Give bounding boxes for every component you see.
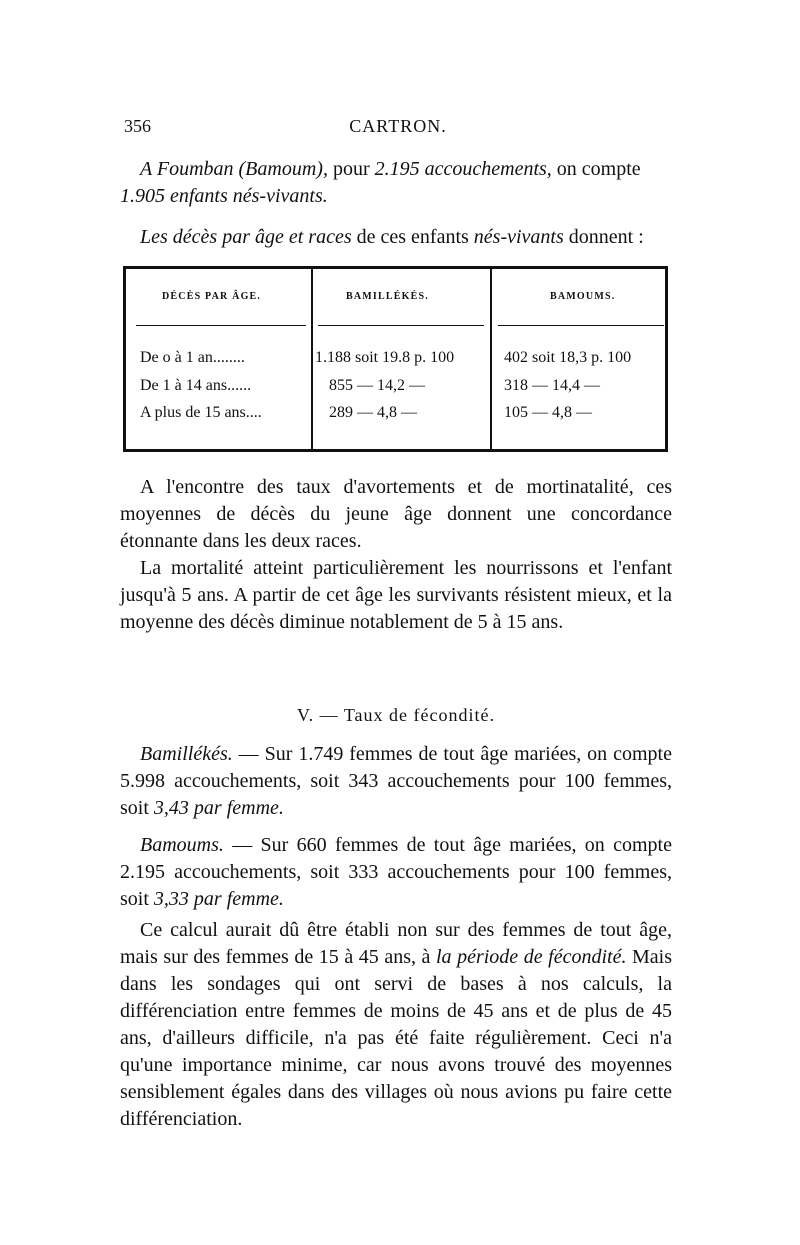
intro-text-4: donnent :: [563, 226, 644, 248]
paragraph-bamilleke: [120, 741, 672, 822]
page-header: [124, 116, 672, 146]
table-rule: [136, 325, 306, 326]
final-text-2: Mais dans les sondages qui ont servi de bases à nos calculs, la différenciation entre femmes de moins de 45 ans et de plus de 45 ans, d'ailleurs difficile, n'a pas été faite régulièrement. Ceci n'a qu'une importance minime, car nous avons trouvé des moyennes sensiblement égales dans des villages où nous avions pu faire cette différenciation.: [120, 946, 673, 1130]
final-period: la période de fécondité.: [435, 946, 627, 968]
section-title: V. — Taux de fécondité.: [296, 705, 496, 725]
bamoum-label: Bamoums.: [140, 834, 224, 856]
page-number: 356: [124, 116, 151, 136]
intro-line-1: [120, 156, 672, 183]
table-header-bamoum: BAMOUMS.: [550, 291, 616, 302]
paragraph-concordance: A l'encontre des taux d'avortements et de mortinatalité, ces moyennes de décès du jeune âge donnent une concordance étonnante dans les deux races.: [120, 476, 672, 552]
table-divider: [490, 269, 492, 449]
table-rule: [318, 325, 484, 326]
table-cell: 318 — 14,4 —: [504, 377, 600, 394]
table-row-label: De 1 à 14 ans......: [140, 377, 252, 394]
table-cell: 105 — 4,8 —: [504, 404, 592, 421]
intro-text-2: on compte: [551, 158, 641, 180]
table-row-label: A plus de 15 ans....: [140, 404, 262, 421]
table-cell: 1.188 soit 19.8 p. 100: [315, 349, 455, 366]
paragraph-bamoum: [120, 832, 672, 913]
bamilleke-label: Bamillékés.: [140, 743, 233, 765]
table-cell: 402 soit 18,3 p. 100: [504, 349, 632, 366]
table-cell: 289 — 4,8 —: [329, 404, 417, 421]
intro-paragraph: [120, 156, 672, 251]
intro-line-2: 1.905 enfants nés-vivants.: [120, 185, 328, 207]
bamoum-text: — Sur 660 femmes de tout âge mariées, on compte 2.195 accouchements, soit 333 accouchements pour 100 femmes, soit: [120, 834, 672, 910]
running-head: CARTRON.: [349, 116, 447, 136]
table-divider: [311, 269, 313, 449]
bamilleke-rate: 3,43 par femme.: [153, 797, 284, 819]
table-header-age: DÉCÈS PAR ÂGE.: [162, 291, 262, 302]
paragraph-final: [120, 917, 672, 1133]
intro-text-3: de ces enfants: [351, 226, 474, 248]
intro-deaths-label: Les décès par âge et races: [140, 226, 352, 248]
intro-location: A Foumban (Bamoum),: [140, 158, 328, 180]
paragraph-mortality: La mortalité atteint particulièrement les nourrissons et l'enfant jusqu'à 5 ans. A partir de cet âge les survivants résistent mieux, et la moyenne des décès diminue notablement de 5 à 15 ans.: [120, 557, 672, 633]
table-row-label: De o à 1 an........: [140, 349, 245, 366]
intro-births: 2.195 accouchements,: [374, 158, 552, 180]
table-cell: 855 — 14,2 —: [329, 377, 425, 394]
final-text-1: Ce calcul aurait dû être établi non sur des femmes de tout âge, mais sur des femmes de 15 à 45 ans, à: [120, 919, 672, 968]
table-header-bamilleke: BAMILLÉKÉS.: [346, 291, 429, 302]
bamilleke-text: — Sur 1.749 femmes de tout âge mariées, on compte 5.998 accouchements, soit 343 accouchements pour 100 femmes, soit: [120, 743, 672, 819]
intro-nes-vivants: nés-vivants: [473, 226, 564, 248]
bamoum-rate: 3,33 par femme.: [153, 888, 284, 910]
intro-text: pour: [327, 158, 375, 180]
intro-line-3: [120, 224, 672, 251]
table-rule: [498, 325, 664, 326]
deaths-table: [123, 266, 668, 452]
